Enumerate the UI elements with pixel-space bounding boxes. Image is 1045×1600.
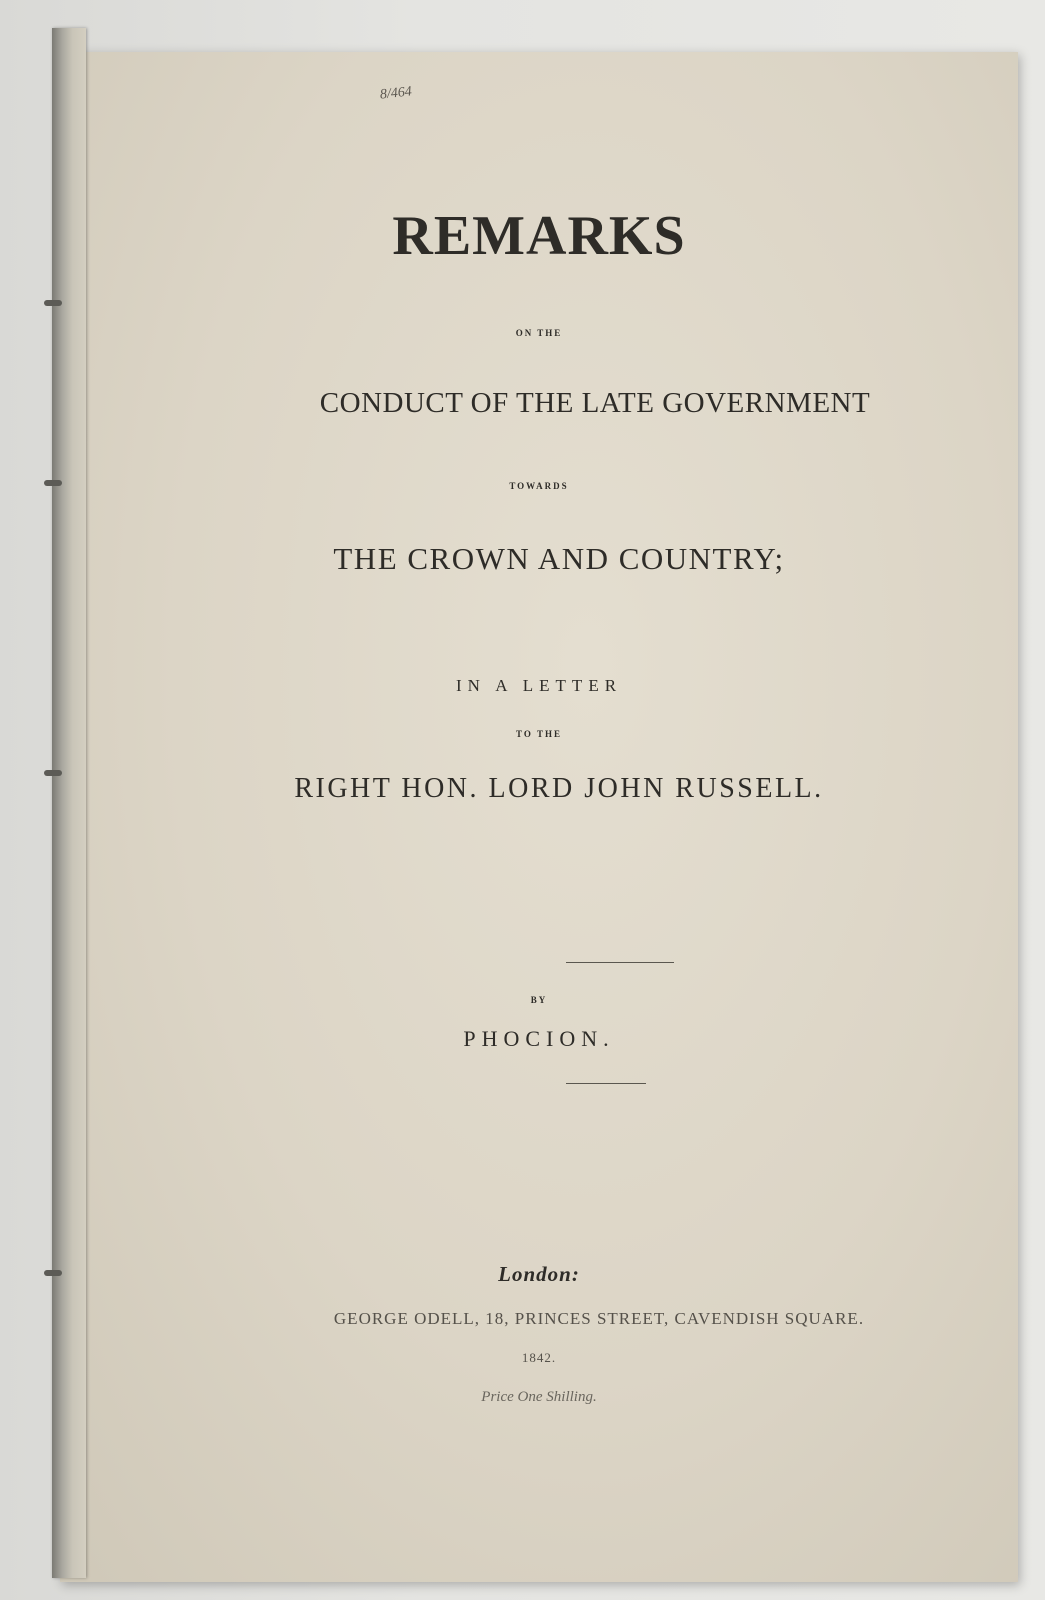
price-line: Price One Shilling. [481,1389,597,1405]
letter-line: IN A LETTER [455,676,623,695]
binding-stitch [44,770,62,776]
connector-towards: TOWARDS [509,481,569,491]
connector-by: BY [530,995,548,1005]
binding-stitch [44,300,62,306]
publication-year: 1842. [521,1350,557,1365]
imprint-city: London: [498,1262,580,1286]
subtitle-line-1: CONDUCT OF THE LATE GOVERNMENT [319,387,871,419]
divider-rule [566,1083,646,1084]
divider-rule [566,962,674,963]
publisher-line: GEORGE ODELL, 18, PRINCES STREET, CAVENDISH SQUARE. [333,1309,865,1328]
connector-on-the: ON THE [515,328,563,338]
handwritten-inventory-mark: 8/464 [379,84,413,103]
author-name: PHOCION. [463,1026,615,1051]
subtitle-line-2: THE CROWN AND COUNTRY; [333,541,785,576]
addressee-line: RIGHT HON. LORD JOHN RUSSELL. [294,773,824,804]
connector-to-the: TO THE [516,729,562,739]
book-title: REMARKS [392,205,686,267]
